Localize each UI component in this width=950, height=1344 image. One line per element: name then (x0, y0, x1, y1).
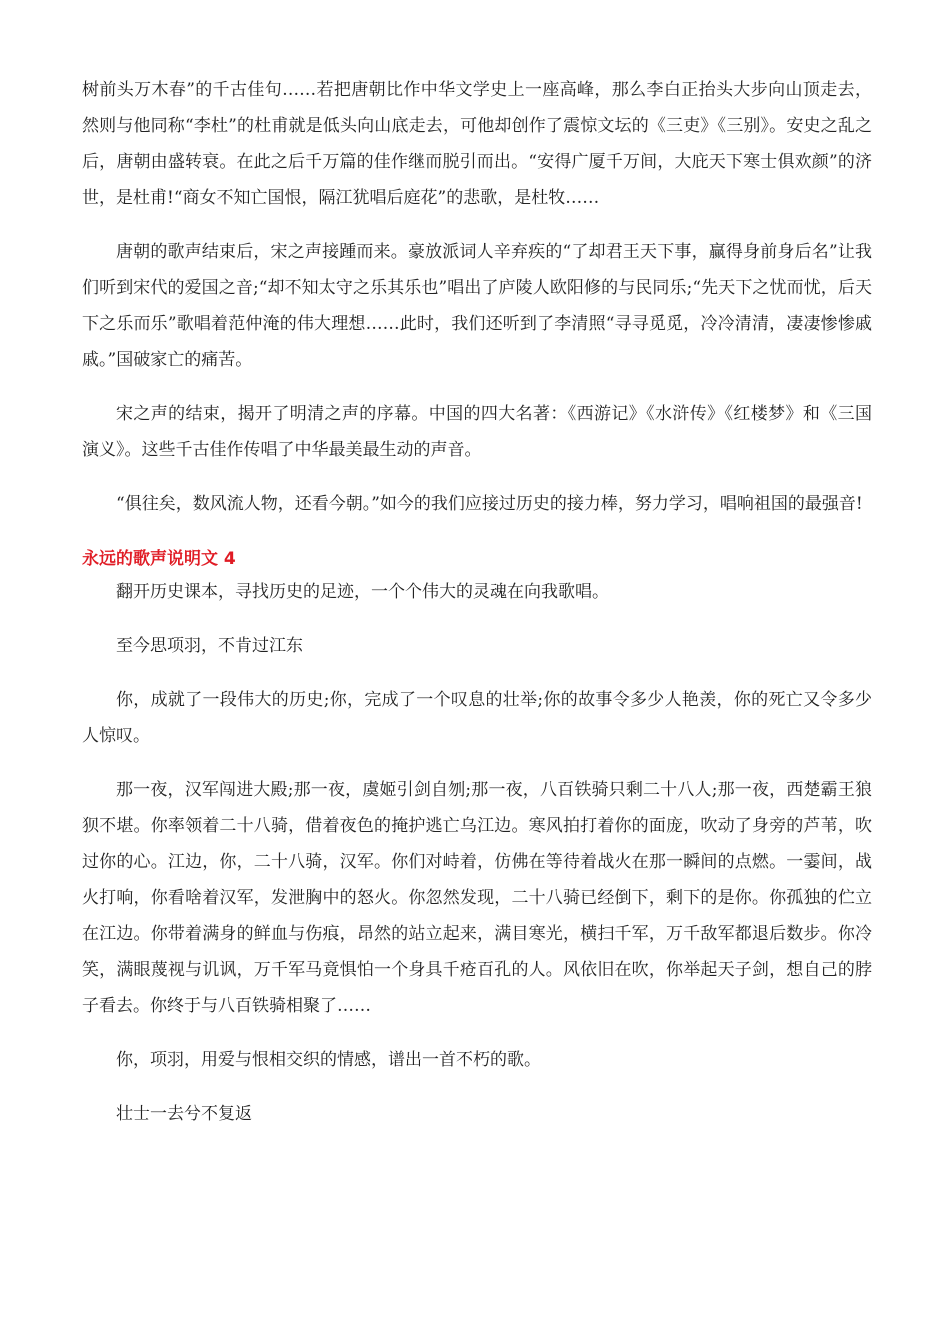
paragraph: 宋之声的结束，揭开了明清之声的序幕。中国的四大名著：《西游记》《水浒传》《红楼梦》和《三国演义》。这些千古佳作传唱了中华最美最生动的声音。 (82, 404, 872, 460)
document-page (82, 72, 872, 1150)
paragraph: 唐朝的歌声结束后，宋之声接踵而来。豪放派词人辛弃疾的“了却君王天下事，赢得身前身后名”让我们听到宋代的爱国之音;“却不知太守之乐其乐也”唱出了庐陵人欧阳修的与民同乐;“先天下之忧而忧，后天下之乐而乐”歌唱着范仲淹的伟大理想……此时，我们还听到了李清照“寻寻觅觅，冷冷清清，凄凄惨惨戚戚。”国破家亡的痛苦。 (82, 242, 872, 370)
paragraph: 你，成就了一段伟大的历史;你，完成了一个叹息的壮举;你的故事令多少人艳羡，你的死亡又令多少人惊叹。 (82, 690, 872, 746)
paragraph: 至今思项羽，不肯过江东 (116, 636, 303, 656)
paragraph: “俱往矣，数风流人物，还看今朝。”如今的我们应接过历史的接力棒，努力学习，唱响祖国的最强音! (116, 494, 863, 514)
paragraph: 那一夜，汉军闯进大殿;那一夜，虞姬引剑自刎;那一夜，八百铁骑只剩二十八人;那一夜，西楚霸王狼狈不堪。你率领着二十八骑，借着夜色的掩护逃亡乌江边。寒风拍打着你的面庞，吹动了身旁的芦苇，吹过你的心。江边，你，二十八骑，汉军。你们对峙着，仿佛在等待着战火在那一瞬间的点燃。一霎间，战火打响，你看啥着汉军，发泄胸中的怒火。你忽然发现，二十八骑已经倒下，剩下的是你。你孤独的伫立在江边。你带着满身的鲜血与伤痕，昂然的站立起来，满目寒光，横扫千军，万千敌军都退后数步。你冷笑，满眼蔑视与讥讽，万千军马竟惧怕一个身具千疮百孔的人。风依旧在吹，你举起天子剑，想自己的脖子看去。你终于与八百铁骑相聚了…… (82, 780, 872, 1016)
paragraph: 树前头万木春”的千古佳句……若把唐朝比作中华文学史上一座高峰，那么李白正抬头大步向山顶走去，然则与他同称“李杜”的杜甫就是低头向山底走去，可他却创作了震惊文坛的《三吏》《三别》。安史之乱之后，唐朝由盛转衰。在此之后千万篇的佳作继而脱引而出。“安得广厦千万间，大庇天下寒士俱欢颜”的济世，是杜甫!“商女不知亡国恨，隔江犹唱后庭花”的悲歌，是杜牧…… (82, 80, 872, 208)
paragraph: 壮士一去兮不复返 (116, 1104, 252, 1124)
paragraph: 你，项羽，用爱与恨相交织的情感，谱出一首不朽的歌。 (116, 1050, 541, 1070)
section-heading: 永远的歌声说明文 4 (82, 549, 236, 569)
paragraph: 翻开历史课本，寻找历史的足迹，一个个伟大的灵魂在向我歌唱。 (116, 582, 609, 602)
